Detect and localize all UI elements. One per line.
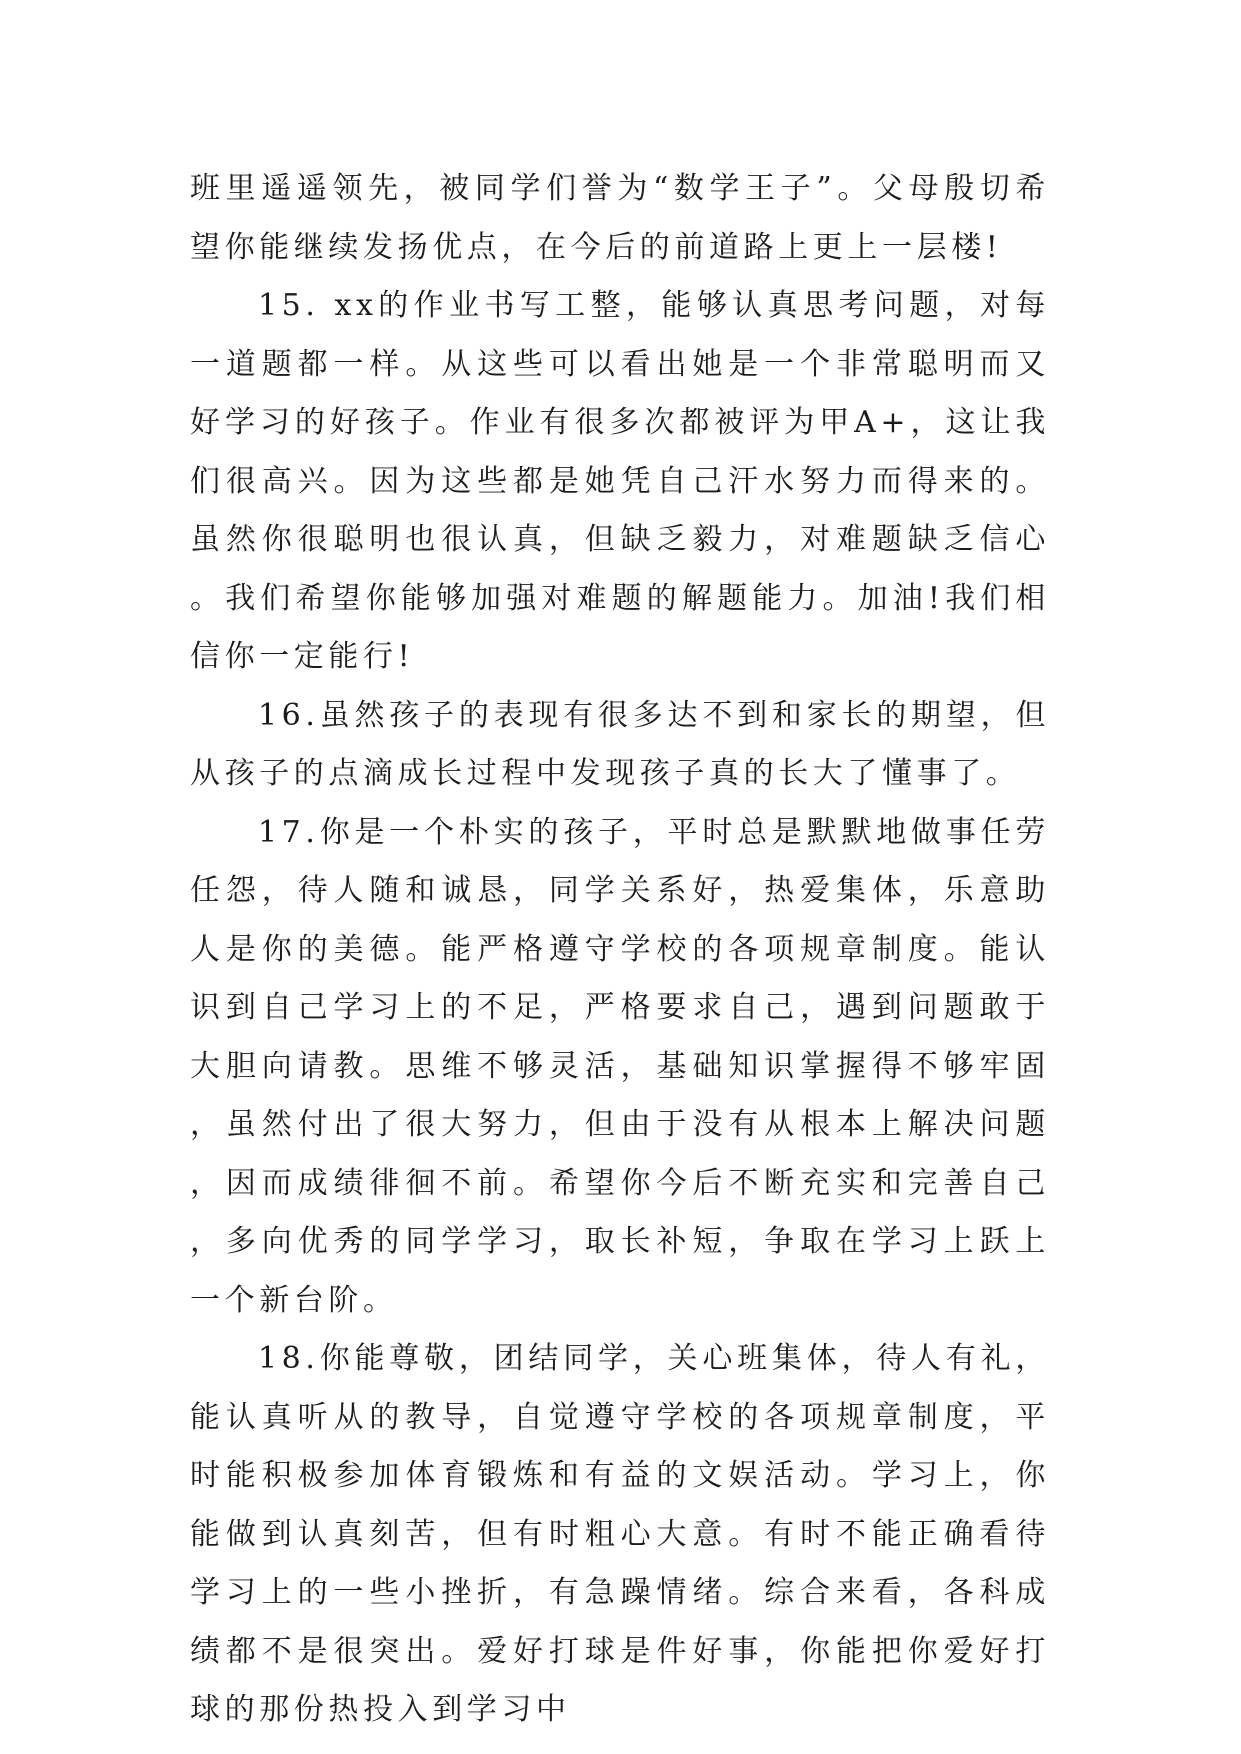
paragraph-item-15: 15. xx的作业书写工整，能够认真思考问题，对每一道题都一样。从这些可以看出她是一个非常聪明而又好学习的好孩子。作业有很多次都被评为甲A+，这让我们很高兴。因为这些都是她凭自己汗水努力而得来的。虽然你很聪明也很认真，但缺乏毅力，对难题缺乏信心。我们希望你能够加强对难题的解题能力。加油!我们相信你一定能行! (190, 288, 1050, 674)
document-body (190, 160, 1050, 1740)
paragraph-continuation: 班里遥遥领先，被同学们誉为“数学王子”。父母殷切希望你能继续发扬优点，在今后的前道路上更上一层楼! (190, 171, 1050, 265)
paragraph-item-16: 16.虽然孩子的表现有很多达不到和家长的期望，但从孩子的点滴成长过程中发现孩子真的长大了懂事了。 (190, 697, 1050, 791)
paragraph-item-17: 17.你是一个朴实的孩子，平时总是默默地做事任劳任怨，待人随和诚恳，同学关系好，热爱集体，乐意助人是你的美德。能严格遵守学校的各项规章制度。能认识到自己学习上的不足，严格要求自己，遇到问题敢于大胆向请教。思维不够灵活，基础知识掌握得不够牢固，虽然付出了很大努力，但由于没有从根本上解决问题，因而成绩徘徊不前。希望你今后不断充实和完善自己，多向优秀的同学学习，取长补短，争取在学习上跃上一个新台阶。 (190, 814, 1050, 1318)
paragraph-item-18: 18.你能尊敬，团结同学，关心班集体，待人有礼，能认真听从的教导，自觉遵守学校的各项规章制度，平时能积极参加体育锻炼和有益的文娱活动。学习上，你能做到认真刻苦，但有时粗心大意。有时不能正确看待学习上的一些小挫折，有急躁情绪。综合来看，各科成绩都不是很突出。爱好打球是件好事，你能把你爱好打球的那份热投入到学习中 (190, 1341, 1050, 1727)
